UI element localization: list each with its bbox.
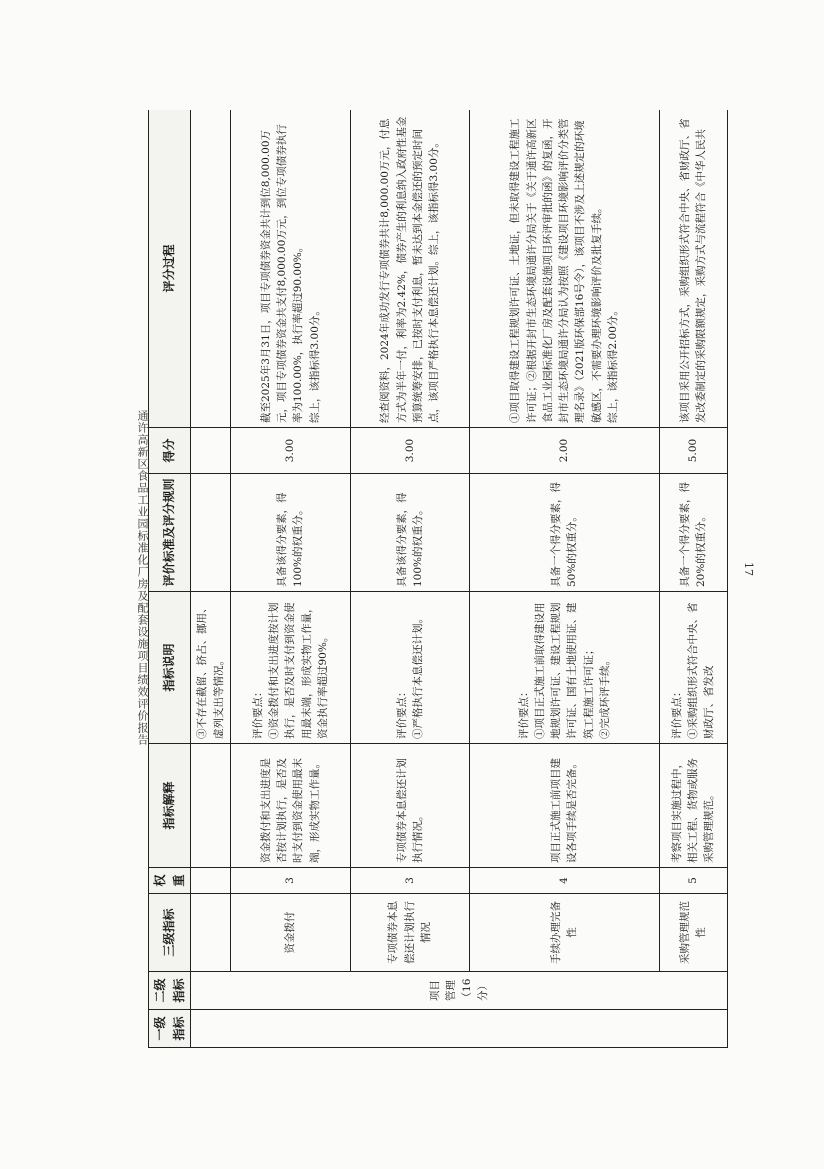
table-header-row — [149, 110, 191, 1048]
score-cell — [191, 428, 231, 474]
description-cell: 评价要点： ①项目正式施工前取得建设用地规划许可证、建设工程规划许可证、国有土地使用证、建筑工程施工许可证； ②完成环评手续。 — [469, 592, 659, 744]
col-header-process: 评分过程 — [149, 110, 191, 428]
process-cell: 截至2025年3月31日，项目专项债券资金共计到位8,000.00万元，项目专项债券资金共支付8,000.00万元，到位专项债券执行率为100.00%，执行率超过90.00%。 综上，该指标得3.00分。 — [231, 110, 350, 428]
explanation-cell: 项目正式施工前项目建设各项手续是否完备。 — [469, 744, 659, 868]
page-number: 17 — [742, 562, 755, 576]
standard-cell: 具备该得分要素，得100%的权重分。 — [231, 474, 350, 592]
weight-cell — [191, 868, 231, 894]
col-header-standard: 评价标准及评分规则 — [149, 474, 191, 592]
explanation-cell: 考察项目实施过程中，相关工程、货物或服务采购管理规范。 — [659, 744, 727, 868]
col-header-level2: 二级指标 — [149, 972, 191, 1010]
col-header-weight: 权重 — [149, 868, 191, 894]
process-cell: 该项目采用公开招标方式，采购组织形式符合中央、省财政厅、省发改委制定的采购限额规定，采购方式与流程符合《中华人民共 — [659, 110, 727, 428]
table-row — [231, 110, 350, 1048]
level3-cell — [191, 894, 231, 972]
evaluation-table — [148, 110, 728, 1048]
table-row — [191, 110, 231, 1048]
score-cell: 2.00 — [469, 428, 659, 474]
score-cell: 5.00 — [659, 428, 727, 474]
level1-cell — [191, 1010, 728, 1048]
standard-cell: 具备该得分要素，得100%的权重分。 — [350, 474, 469, 592]
weight-cell: 3 — [350, 868, 469, 894]
explanation-cell: 资金拨付和支出进度是否按计划执行，是否及时支付到资金使用最末端，形成实物工作量。 — [231, 744, 350, 868]
standard-cell: 具备一个得分要素，得20%的权重分。 — [659, 474, 727, 592]
table-row — [659, 110, 727, 1048]
level3-cell: 采购管理规范性 — [659, 894, 727, 972]
table-region — [148, 110, 728, 1048]
standard-cell — [191, 474, 231, 592]
table-landscape — [148, 110, 728, 1048]
table-row — [469, 110, 659, 1048]
explanation-cell — [191, 744, 231, 868]
description-cell: 评价要点： ①资金拨付和支出进度按计划执行，是否及时支付到资金使用最末端，形成实物工作量，资金执行率超过90%。 — [231, 592, 350, 744]
level3-cell: 手续办理完备性 — [469, 894, 659, 972]
col-header-explanation: 指标解释 — [149, 744, 191, 868]
col-header-score: 得分 — [149, 428, 191, 474]
col-header-description: 指标说明 — [149, 592, 191, 744]
process-cell — [191, 110, 231, 428]
report-header: 通许高新区食品工业园标准化厂房及配套设施项目绩效评价报告 — [136, 410, 149, 746]
process-cell: 经查阅资料，2024年成功发行专项债券共计8,000.00万元，付息方式为半年一付，利率为2.42%，债券产生的利息纳入政府性基金预算统筹安排，已按时支付利息，暂未达到本金偿还的预定时间点，该项目严格执行本息偿还计划。综上，该指标得3.00分。 — [350, 110, 469, 428]
weight-cell: 4 — [469, 868, 659, 894]
explanation-cell: 专项债券本息偿还计划执行情况。 — [350, 744, 469, 868]
level3-cell: 资金拨付 — [231, 894, 350, 972]
description-cell: ③不存在截留、挤占、挪用、虚列支出等情况。 — [191, 592, 231, 744]
weight-cell: 5 — [659, 868, 727, 894]
table-row — [350, 110, 469, 1048]
level3-cell: 专项债券本息偿还计划执行情况 — [350, 894, 469, 972]
weight-cell: 3 — [231, 868, 350, 894]
score-cell: 3.00 — [350, 428, 469, 474]
description-cell: 评价要点： ①采购组织形式符合中央、省财政厅、省发改 — [659, 592, 727, 744]
level2-cell: 项目管理（16分） — [191, 972, 728, 1010]
process-cell: ①项目取得建设工程规划许可证、土地证，但未取得建设工程施工许可证；②根据开封市生态环境局通许分局关于《关于通许高新区食品工业园标准化厂房及配套设施项目环评审批的函》的复函，开封市生态环境局通许分局认为按照《建设项目环境影响评价分类管理名录》（2021版环保部16号令），该项目不涉及上述规定的环境敏感区，不需要办理环境影响评价及批复手续。 综上，该指标得2.00分。 — [469, 110, 659, 428]
col-header-level1: 一级指标 — [149, 1010, 191, 1048]
score-cell: 3.00 — [231, 428, 350, 474]
col-header-level3: 三级指标 — [149, 894, 191, 972]
description-cell: 评价要点： ①严格执行本息偿还计划。 — [350, 592, 469, 744]
standard-cell: 具备一个得分要素，得50%的权重分。 — [469, 474, 659, 592]
